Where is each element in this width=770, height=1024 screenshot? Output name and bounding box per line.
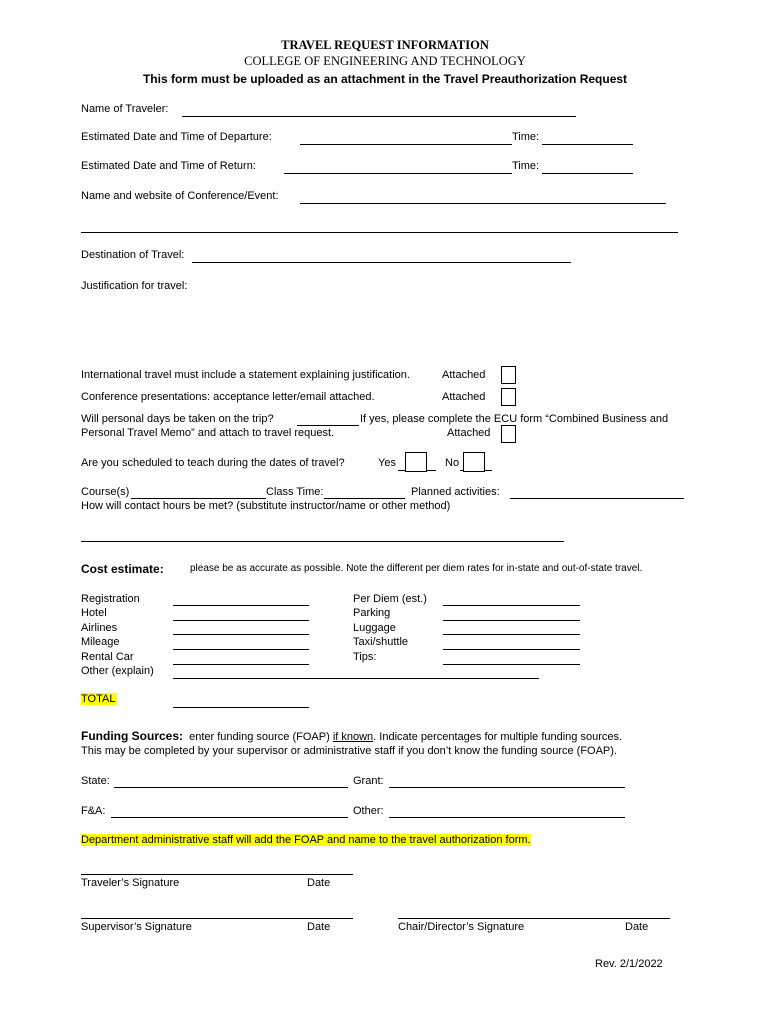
form-title: TRAVEL REQUEST INFORMATION <box>281 38 489 52</box>
cost-airlines-label: Airlines <box>81 622 118 634</box>
cost-hotel-field[interactable] <box>173 620 309 621</box>
traveler-name-field[interactable] <box>182 116 576 117</box>
cost-registration-label: Registration <box>81 593 140 605</box>
personal-days-instruction-cont: Personal Travel Memo” and attach to travel request. <box>81 427 335 439</box>
cost-rental-car-field[interactable] <box>173 664 309 665</box>
funding-heading: Funding Sources: <box>81 729 183 743</box>
return-time-field[interactable] <box>542 173 633 174</box>
personal-attached-label: Attached <box>447 427 491 439</box>
revision-date: Rev. 2/1/2022 <box>595 958 663 970</box>
funding-line-1 <box>81 729 622 743</box>
teach-no-label: No <box>445 457 460 469</box>
funding-grant-label: Grant: <box>353 775 384 787</box>
admin-note: Department administrative staff will add the FOAP and name to the travel authorization form. <box>81 834 531 846</box>
funding-instruction: enter funding source (FOAP) <box>189 731 330 743</box>
traveler-date-label: Date <box>307 877 331 889</box>
return-time-label: Time: <box>512 160 540 172</box>
cost-tips-field[interactable] <box>443 664 580 665</box>
destination-field[interactable] <box>192 262 571 263</box>
cost-luggage-label: Luggage <box>353 622 396 634</box>
teach-no-checkbox[interactable] <box>463 452 485 472</box>
departure-date-field[interactable] <box>300 144 512 145</box>
cost-estimate-note: please be as accurate as possible. Note the different per diem rates for in-state and out-of-state travel. <box>190 563 643 574</box>
international-attached-checkbox[interactable] <box>501 366 516 384</box>
cost-other-field[interactable] <box>173 678 539 679</box>
cost-mileage-label: Mileage <box>81 636 120 648</box>
traveler-name-label: Name of Traveler: <box>81 103 169 115</box>
traveler-signature-label: Traveler’s Signature <box>81 877 180 889</box>
cost-hotel-label: Hotel <box>81 607 107 619</box>
funding-other-field[interactable] <box>389 817 625 818</box>
departure-time-field[interactable] <box>542 144 633 145</box>
chair-date-label: Date <box>625 921 649 933</box>
funding-grant-field[interactable] <box>389 787 625 788</box>
personal-attached-checkbox[interactable] <box>501 425 516 443</box>
personal-days-instruction: If yes, please complete the ECU form “Combined Business and <box>360 413 669 425</box>
cost-rental-car-label: Rental Car <box>81 651 134 663</box>
cost-taxi-field[interactable] <box>443 649 580 650</box>
funding-state-label: State: <box>81 775 110 787</box>
destination-label: Destination of Travel: <box>81 249 185 261</box>
conference-attached-checkbox[interactable] <box>501 388 516 406</box>
return-label: Estimated Date and Time of Return: <box>81 160 256 172</box>
conference-field[interactable] <box>300 203 666 204</box>
contact-hours-field[interactable] <box>81 541 564 542</box>
return-date-field[interactable] <box>284 173 512 174</box>
planned-activities-label: Planned activities: <box>411 486 500 498</box>
conference-field-continued[interactable] <box>81 232 678 233</box>
funding-other-label: Other: <box>353 805 384 817</box>
funding-state-field[interactable] <box>114 787 348 788</box>
class-time-field[interactable] <box>324 498 405 499</box>
cost-per-diem-label: Per Diem (est.) <box>353 593 427 605</box>
upload-notice: This form must be uploaded as an attachment in the Travel Preauthorization Request <box>142 72 628 86</box>
funding-fa-field[interactable] <box>111 817 348 818</box>
conference-label: Name and website of Conference/Event: <box>81 190 279 202</box>
cost-registration-field[interactable] <box>173 605 309 606</box>
teach-question: Are you scheduled to teach during the dates of travel? <box>81 457 345 469</box>
chair-signature-label: Chair/Director’s Signature <box>398 921 525 933</box>
personal-days-field[interactable] <box>297 425 359 426</box>
cost-tips-label: Tips: <box>353 651 377 663</box>
cost-other-label: Other (explain) <box>81 665 154 677</box>
cost-parking-field[interactable] <box>443 620 580 621</box>
funding-line-2: This may be completed by your supervisor or administrative staff if you don’t know the funding source (FOAP). <box>81 745 617 757</box>
planned-activities-field[interactable] <box>510 498 684 499</box>
funding-instruction-cont: . Indicate percentages for multiple funding sources. <box>373 731 623 743</box>
supervisor-signature-label: Supervisor’s Signature <box>81 921 192 933</box>
cost-airlines-field[interactable] <box>173 634 309 635</box>
cost-taxi-label: Taxi/shuttle <box>353 636 409 648</box>
funding-fa-label: F&A: <box>81 805 106 817</box>
conference-statement: Conference presentations: acceptance letter/email attached. <box>81 391 375 403</box>
college-name: COLLEGE OF ENGINEERING AND TECHNOLOGY <box>244 54 526 68</box>
chair-signature-line[interactable] <box>398 918 670 919</box>
contact-hours-question: How will contact hours be met? (substitute instructor/name or other method) <box>81 500 451 512</box>
departure-label: Estimated Date and Time of Departure: <box>81 131 272 143</box>
supervisor-signature-line[interactable] <box>81 918 353 919</box>
cost-estimate-heading: Cost estimate: <box>81 562 164 576</box>
personal-days-question: Will personal days be taken on the trip? <box>81 413 274 425</box>
departure-time-label: Time: <box>512 131 540 143</box>
cost-mileage-field[interactable] <box>173 649 309 650</box>
courses-label: Course(s) <box>81 486 130 498</box>
cost-luggage-field[interactable] <box>443 634 580 635</box>
funding-if-known: if known <box>332 731 374 743</box>
cost-total-label: TOTAL <box>81 693 116 705</box>
cost-total-field[interactable] <box>173 707 309 708</box>
supervisor-date-label: Date <box>307 921 331 933</box>
cost-per-diem-field[interactable] <box>443 605 580 606</box>
cost-parking-label: Parking <box>353 607 391 619</box>
justification-label: Justification for travel: <box>81 280 188 292</box>
international-attached-label: Attached <box>442 369 486 381</box>
teach-yes-label: Yes <box>378 457 396 469</box>
conference-attached-label: Attached <box>442 391 486 403</box>
traveler-signature-line[interactable] <box>81 874 353 875</box>
class-time-label: Class Time: <box>266 486 324 498</box>
international-statement: International travel must include a statement explaining justification. <box>81 369 410 381</box>
courses-field[interactable] <box>131 498 266 499</box>
teach-yes-checkbox[interactable] <box>405 452 427 472</box>
